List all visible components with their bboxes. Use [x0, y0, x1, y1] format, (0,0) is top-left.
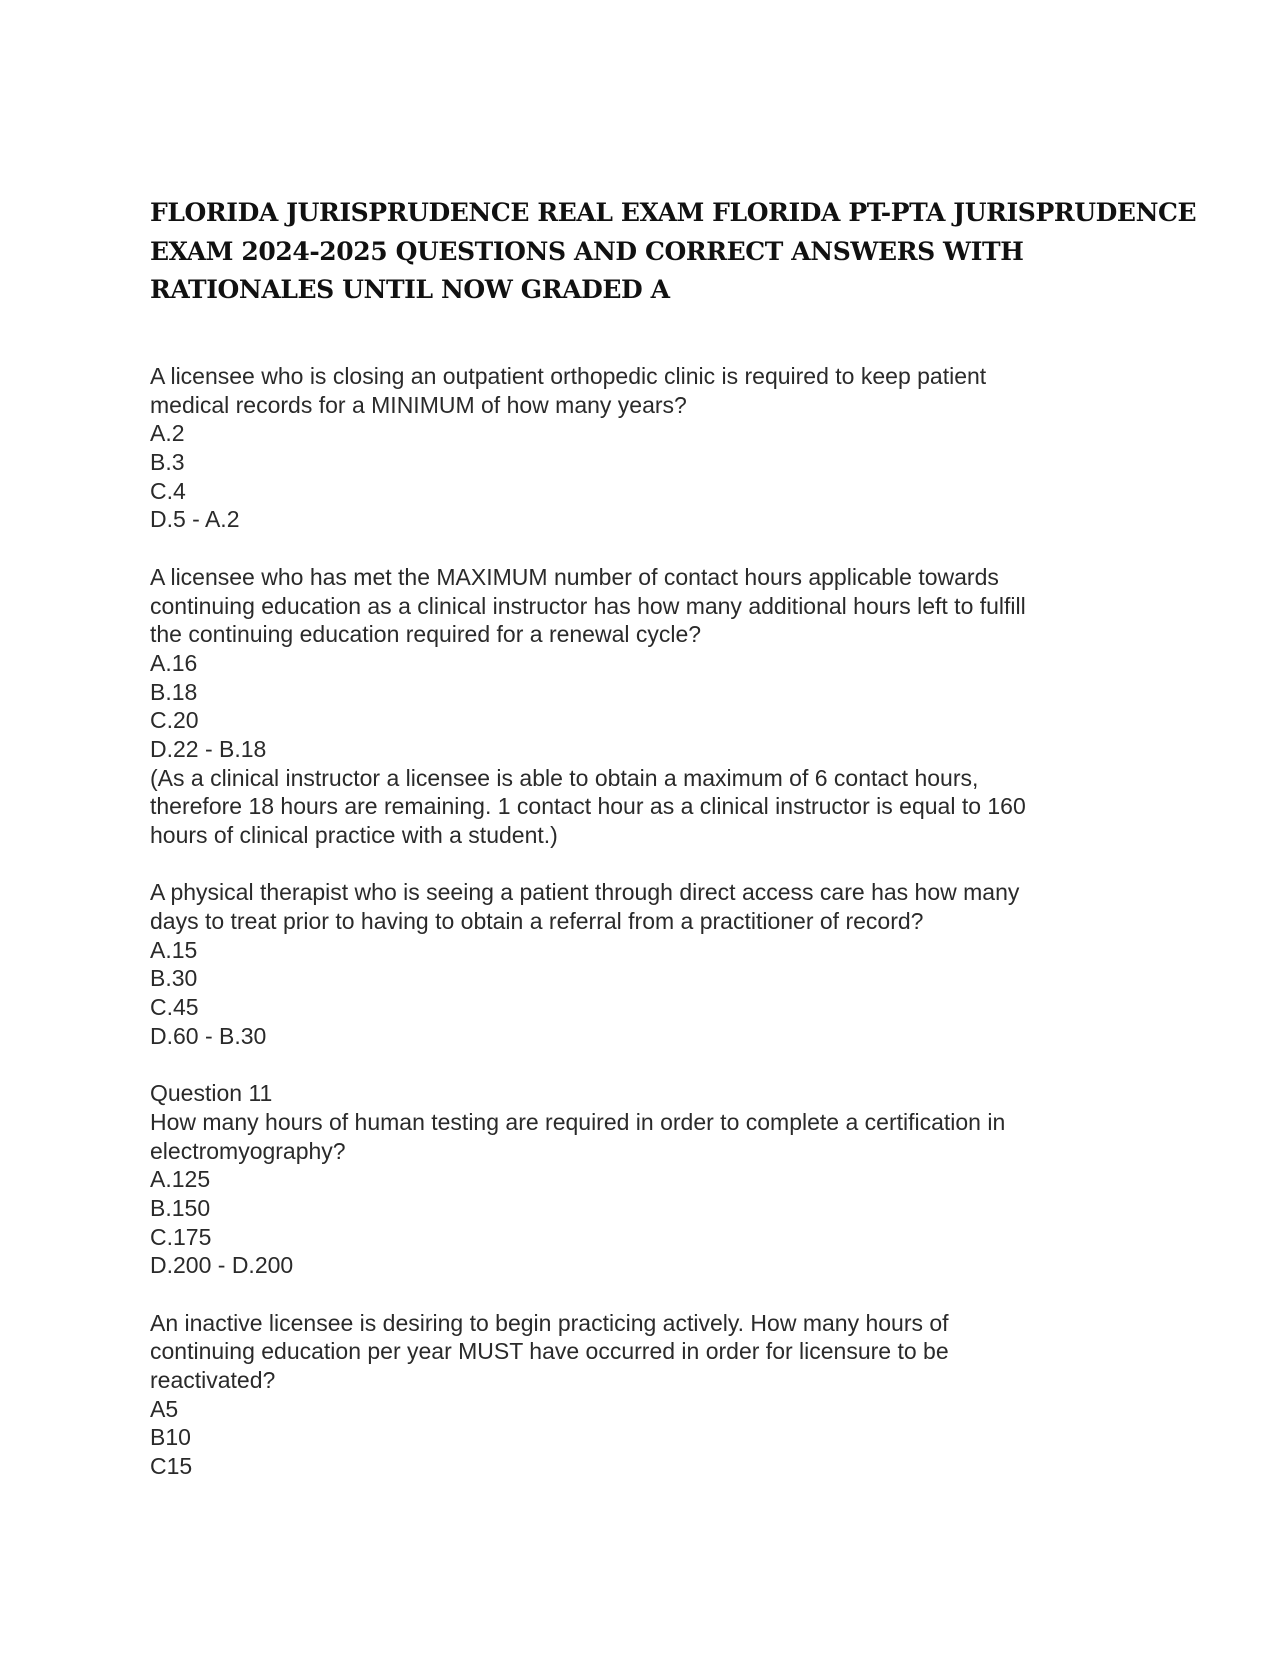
title-line: FLORIDA JURISPRUDENCE REAL EXAM FLORIDA PT-PTA JURISPRUDENCE	[150, 198, 1197, 227]
question-text: medical records for a MINIMUM of how many years?	[150, 391, 687, 418]
question-number: Question 11	[150, 1080, 273, 1107]
question-list	[150, 362, 1130, 1510]
answer-option: C.20	[150, 707, 199, 734]
answer-option: C15	[150, 1453, 193, 1480]
rationale-text: therefore 18 hours are remaining. 1 contact hour as a clinical instructor is equal to 160	[150, 793, 1026, 820]
question-text: How many hours of human testing are required in order to complete a certification in	[150, 1108, 1006, 1135]
question-text: days to treat prior to having to obtain a referral from a practitioner of record?	[150, 908, 924, 935]
answer-option: B10	[150, 1424, 191, 1451]
rationale-text: hours of clinical practice with a student.)	[150, 822, 558, 848]
answer-option: B.3	[150, 449, 185, 476]
question-block	[150, 563, 1130, 850]
question-text: reactivated?	[150, 1367, 276, 1394]
question-text: continuing education per year MUST have occurred in order for licensure to be	[150, 1338, 949, 1365]
answer-option: A.16	[150, 649, 198, 676]
question-text: A physical therapist who is seeing a patient through direct access care has how many	[150, 879, 1020, 906]
question-text: electromyography?	[150, 1137, 346, 1164]
question-text: A licensee who has met the MAXIMUM number of contact hours applicable towards	[150, 563, 999, 590]
answer-option: A.125	[150, 1166, 211, 1193]
question-block	[150, 362, 1130, 534]
answer-option-with-key: D.200 - D.200	[150, 1252, 294, 1279]
question-block	[150, 878, 1130, 1050]
question-block	[150, 1309, 1130, 1481]
answer-option: A5	[150, 1395, 179, 1422]
answer-option: C.45	[150, 994, 199, 1021]
answer-option: C.175	[150, 1223, 212, 1250]
answer-option: A.15	[150, 936, 198, 963]
answer-option-with-key: D.22 - B.18	[150, 735, 267, 762]
document-title	[150, 194, 1197, 310]
question-text: A licensee who is closing an outpatient orthopedic clinic is required to keep patient	[150, 363, 987, 389]
answer-option: C.4	[150, 477, 186, 504]
answer-option: B.30	[150, 965, 198, 992]
answer-option: A.2	[150, 420, 185, 447]
answer-option: B.150	[150, 1194, 211, 1221]
answer-option-with-key: D.60 - B.30	[150, 1022, 267, 1049]
answer-option: B.18	[150, 678, 198, 705]
question-text: the continuing education required for a renewal cycle?	[150, 621, 702, 648]
answer-option-with-key: D.5 - A.2	[150, 506, 240, 533]
question-block	[150, 1079, 1130, 1280]
rationale-text: (As a clinical instructor a licensee is able to obtain a maximum of 6 contact hours,	[150, 764, 979, 791]
title-line: EXAM 2024-2025 QUESTIONS AND CORRECT ANSWERS WITH	[150, 236, 1024, 266]
question-text: continuing education as a clinical instructor has how many additional hours left to fulfill	[150, 592, 1026, 619]
question-text: An inactive licensee is desiring to begin practicing actively. How many hours of	[150, 1309, 949, 1336]
title-line: RATIONALES UNTIL NOW GRADED A	[150, 275, 670, 304]
